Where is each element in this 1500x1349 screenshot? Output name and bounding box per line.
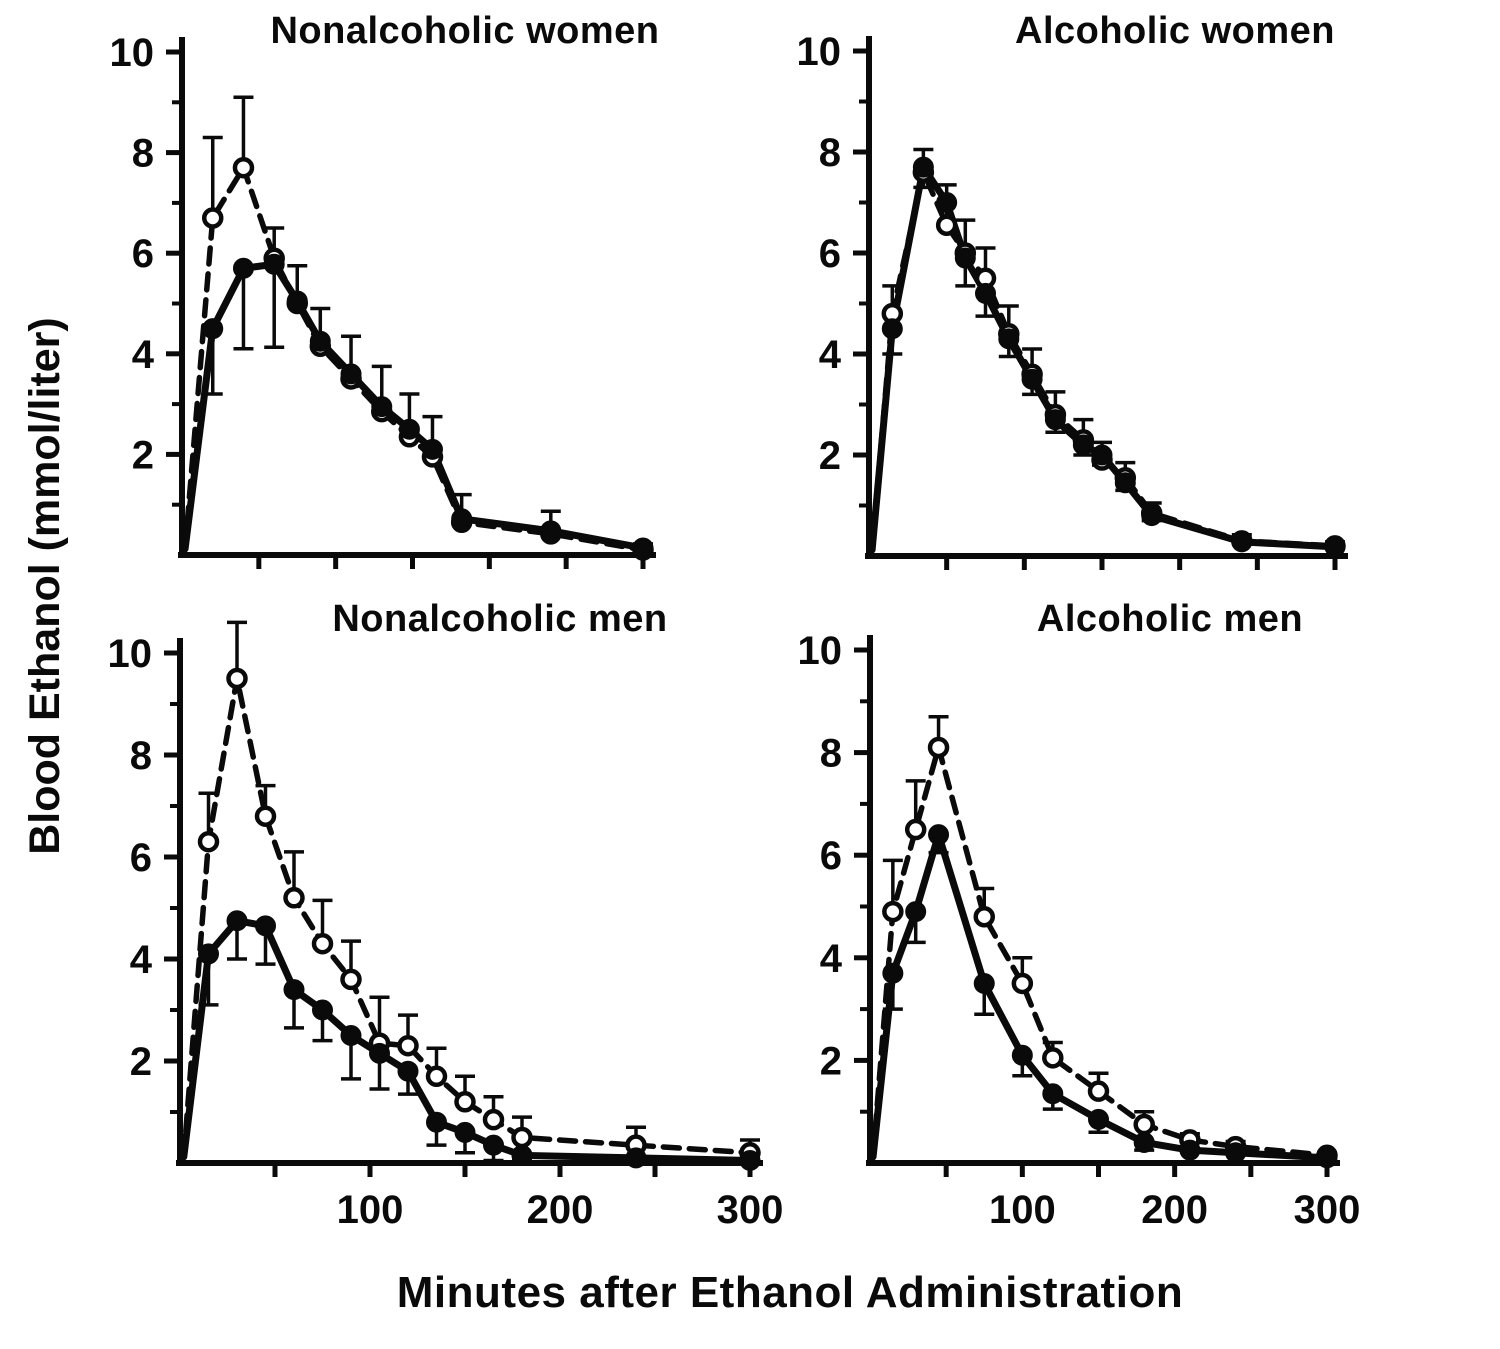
open-circle-marker (343, 971, 360, 988)
open-circle-marker (204, 209, 221, 226)
open-circle-marker (514, 1129, 531, 1146)
filled-circle-marker (284, 980, 304, 1000)
filled-circle-marker (1317, 1148, 1337, 1168)
y-tick-label: 4 (818, 333, 841, 377)
filled-circle-marker (974, 973, 994, 993)
filled-circle-marker (427, 1112, 447, 1132)
x-tick-label: 100 (988, 1188, 1056, 1232)
open-circle-marker (200, 833, 217, 850)
filled-circle-marker (955, 248, 975, 268)
filled-circle-marker (1043, 1084, 1063, 1104)
filled-circle-marker (1180, 1140, 1200, 1160)
chart-alcoholic-men (780, 625, 1480, 1285)
filled-circle-marker (976, 283, 996, 303)
x-tick-label: 300 (716, 1188, 784, 1232)
y-tick-label: 6 (819, 834, 842, 879)
filled-circle-marker (1115, 473, 1135, 493)
filled-circle-marker (452, 509, 472, 529)
series-line-filled_circles (185, 264, 643, 549)
filled-circle-marker (203, 319, 223, 339)
chart-nonalcoholic-women (95, 25, 715, 625)
filled-circle-marker (310, 331, 330, 351)
series-line-open_circles (185, 168, 643, 550)
x-tick-label: 100 (336, 1188, 404, 1232)
filled-circle-marker (1325, 537, 1345, 557)
filled-circle-marker (883, 963, 903, 983)
y-tick-label: 10 (107, 632, 152, 676)
chart-alcoholic-women (780, 25, 1400, 625)
filled-circle-marker (1045, 410, 1065, 430)
filled-circle-marker (999, 329, 1019, 349)
y-tick-label: 8 (131, 131, 154, 176)
panel-title-alcoholic-women: Alcoholic women (1015, 10, 1335, 52)
filled-circle-marker (398, 1061, 418, 1081)
filled-circle-marker (341, 364, 361, 384)
open-circle-marker (257, 808, 274, 825)
panel-title-nonalcoholic-men: Nonalcoholic men (332, 598, 668, 640)
filled-circle-marker (1089, 1109, 1109, 1129)
open-circle-marker (457, 1093, 474, 1110)
y-tick-label: 6 (818, 232, 841, 276)
filled-circle-marker (512, 1145, 532, 1165)
filled-circle-marker (341, 1026, 361, 1046)
open-circle-marker (400, 1037, 417, 1054)
filled-circle-marker (626, 1148, 646, 1168)
y-tick-label: 8 (129, 734, 152, 778)
x-tick-label: 300 (1293, 1188, 1361, 1232)
open-circle-marker (1090, 1083, 1107, 1100)
panel-title-nonalcoholic-women: Nonalcoholic women (270, 10, 660, 52)
x-tick-label: 200 (526, 1188, 594, 1232)
open-circle-marker (930, 739, 947, 756)
filled-circle-marker (399, 419, 419, 439)
filled-circle-marker (199, 944, 219, 964)
panel-title-alcoholic-men: Alcoholic men (1036, 598, 1304, 640)
x-tick-label: 200 (1141, 1188, 1209, 1232)
open-circle-marker (938, 217, 955, 234)
open-circle-marker (976, 908, 993, 925)
y-tick-label: 6 (131, 232, 154, 277)
filled-circle-marker (937, 193, 957, 213)
filled-circle-marker (1226, 1143, 1246, 1163)
filled-circle-marker (929, 825, 949, 845)
filled-circle-marker (740, 1150, 760, 1170)
open-circle-marker (1014, 975, 1031, 992)
x-axis-label: Minutes after Ethanol Administration (396, 1268, 1184, 1317)
filled-circle-marker (1073, 435, 1093, 455)
filled-circle-marker (455, 1122, 475, 1142)
filled-circle-marker (1012, 1045, 1032, 1065)
filled-circle-marker (484, 1135, 504, 1155)
y-tick-label: 2 (818, 434, 841, 478)
filled-circle-marker (1092, 445, 1112, 465)
y-axis-label: Blood Ethanol (mmol/liter) (21, 317, 69, 855)
filled-circle-marker (1142, 506, 1162, 526)
y-tick-label: 2 (819, 1039, 842, 1084)
y-tick-label: 2 (131, 433, 154, 478)
filled-circle-marker (1232, 532, 1252, 552)
y-tick-label: 10 (109, 31, 154, 75)
filled-circle-marker (422, 439, 442, 459)
y-tick-label: 10 (796, 30, 841, 74)
open-circle-marker (1044, 1049, 1061, 1066)
filled-circle-marker (227, 911, 247, 931)
open-circle-marker (229, 670, 246, 687)
filled-circle-marker (1022, 369, 1042, 389)
filled-circle-marker (906, 902, 926, 922)
filled-circle-marker (541, 521, 561, 541)
filled-circle-marker (313, 1000, 333, 1020)
open-circle-marker (884, 903, 901, 920)
open-circle-marker (428, 1068, 445, 1085)
open-circle-marker (286, 889, 303, 906)
filled-circle-marker (370, 1043, 390, 1063)
y-tick-label: 10 (797, 629, 842, 673)
open-circle-marker (485, 1111, 502, 1128)
open-circle-marker (235, 159, 252, 176)
y-tick-label: 4 (129, 938, 152, 982)
y-tick-label: 2 (129, 1040, 152, 1084)
filled-circle-marker (882, 319, 902, 339)
y-tick-label: 8 (819, 731, 842, 776)
filled-circle-marker (264, 254, 284, 274)
open-circle-marker (314, 935, 331, 952)
open-circle-marker (907, 821, 924, 838)
y-tick-label: 4 (819, 936, 842, 981)
y-tick-label: 4 (131, 332, 154, 377)
filled-circle-marker (233, 258, 253, 278)
filled-circle-marker (287, 291, 307, 311)
open-circle-marker (1136, 1116, 1153, 1133)
y-tick-label: 8 (818, 131, 841, 175)
chart-nonalcoholic-men (95, 625, 785, 1285)
filled-circle-marker (1134, 1132, 1154, 1152)
filled-circle-marker (256, 916, 276, 936)
y-tick-label: 6 (129, 836, 152, 880)
filled-circle-marker (913, 157, 933, 177)
filled-circle-marker (372, 397, 392, 417)
filled-circle-marker (633, 538, 653, 558)
